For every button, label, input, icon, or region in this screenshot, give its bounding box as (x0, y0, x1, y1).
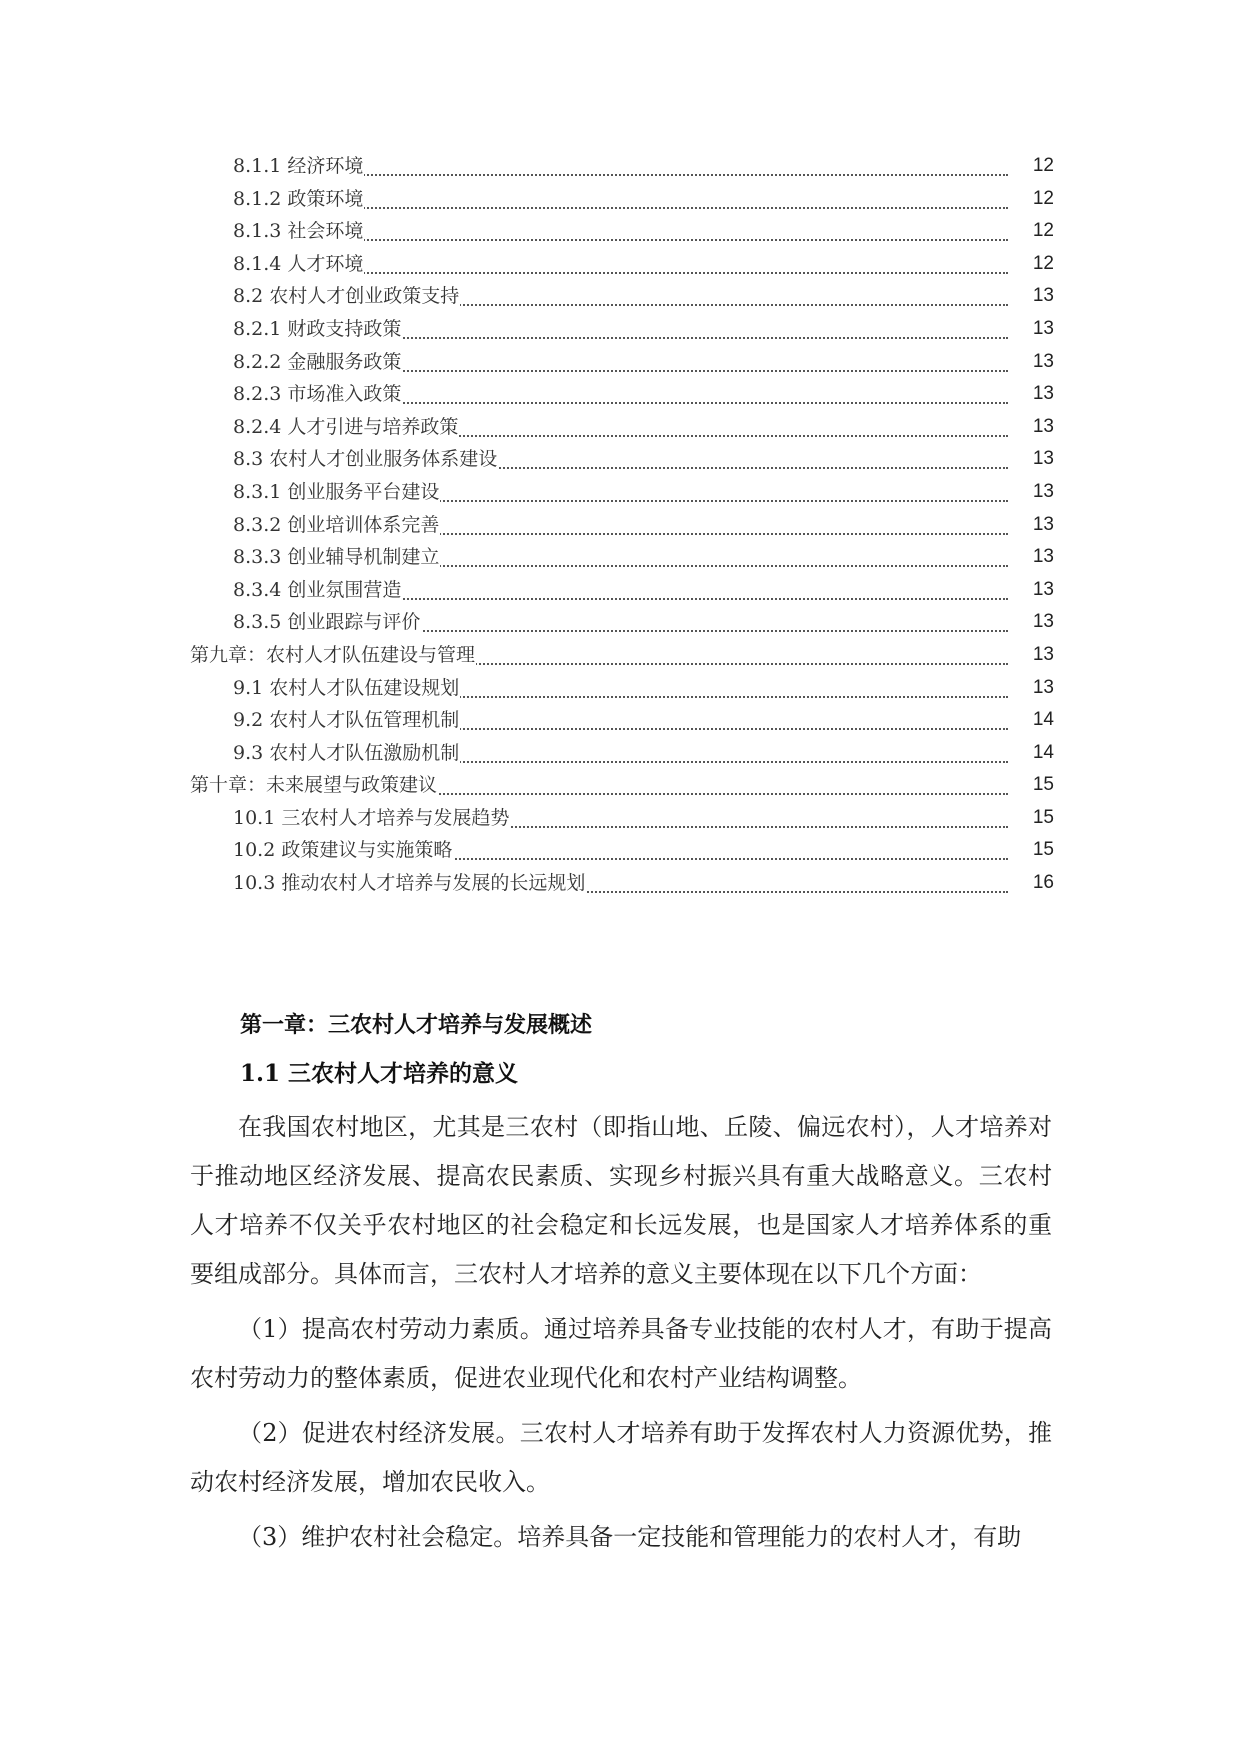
toc-entry[interactable] (0, 771, 1240, 804)
toc-entry-title: 9.3 农村人才队伍激励机制 (233, 739, 460, 767)
paragraph: （1）提高农村劳动力素质。通过培养具备专业技能的农村人才，有助于提高农村劳动力的整体素质，促进农业现代化和农村产业结构调整。 (190, 1315, 1052, 1392)
toc-entry[interactable] (0, 250, 1240, 283)
table-of-contents (0, 152, 1240, 902)
toc-entry-title: 8.2.2 金融服务政策 (233, 348, 402, 376)
toc-page-number: 13 (1008, 511, 1054, 539)
toc-page-number: 13 (1008, 380, 1054, 408)
toc-entry[interactable] (0, 608, 1240, 641)
toc-entry[interactable] (0, 804, 1240, 837)
toc-entry-title: 8.3.5 创业跟踪与评价 (233, 608, 421, 636)
toc-page-number: 13 (1008, 674, 1054, 702)
toc-entry-title: 10.1 三农村人才培养与发展趋势 (233, 804, 510, 832)
toc-entry[interactable] (0, 641, 1240, 674)
paragraph: （2）促进农村经济发展。三农村人才培养有助于发挥农村人力资源优势，推动农村经济发展，增加农民收入。 (190, 1419, 1052, 1496)
toc-entry[interactable] (0, 674, 1240, 707)
toc-entry-title: 9.1 农村人才队伍建设规划 (233, 674, 460, 702)
toc-entry-title: 8.1.1 经济环境 (233, 152, 364, 180)
chapter-title: 第一章：三农村人才培养与发展概述 (240, 1012, 593, 1038)
toc-entry-title: 8.3.2 创业培训体系完善 (233, 511, 440, 539)
toc-entry[interactable] (0, 836, 1240, 869)
toc-entry[interactable] (0, 445, 1240, 478)
toc-entry-title: 8.1.3 社会环境 (233, 217, 364, 245)
toc-entry[interactable] (0, 869, 1240, 902)
paragraph: （3）维护农村社会稳定。培养具备一定技能和管理能力的农村人才，有助 (238, 1523, 1022, 1551)
toc-page-number: 16 (1008, 869, 1054, 897)
toc-entry[interactable] (0, 706, 1240, 739)
toc-page-number: 13 (1008, 282, 1054, 310)
toc-page-number: 14 (1008, 706, 1054, 734)
toc-entry-title: 8.1.4 人才环境 (233, 250, 364, 278)
toc-entry[interactable] (0, 478, 1240, 511)
toc-entry-title: 8.2 农村人才创业政策支持 (233, 282, 460, 310)
toc-entry-title: 8.1.2 政策环境 (233, 185, 364, 213)
toc-page-number: 12 (1008, 250, 1054, 278)
toc-page-number: 13 (1008, 445, 1054, 473)
toc-entry-title: 8.3.1 创业服务平台建设 (233, 478, 440, 506)
toc-page-number: 13 (1008, 641, 1054, 669)
toc-page-number: 13 (1008, 543, 1054, 571)
toc-entry-title: 10.3 推动农村人才培养与发展的长远规划 (233, 869, 586, 897)
section-title: 1.1 三农村人才培养的意义 (240, 1060, 519, 1087)
toc-entry[interactable] (0, 315, 1240, 348)
toc-page-number: 12 (1008, 152, 1054, 180)
toc-entry[interactable] (0, 576, 1240, 609)
toc-entry-title: 8.3.4 创业氛围营造 (233, 576, 402, 604)
toc-page-number: 12 (1008, 185, 1054, 213)
toc-entry-title: 8.2.3 市场准入政策 (233, 380, 402, 408)
toc-page-number: 13 (1008, 315, 1054, 343)
toc-page-number: 14 (1008, 739, 1054, 767)
toc-page-number: 12 (1008, 217, 1054, 245)
toc-page-number: 13 (1008, 413, 1054, 441)
toc-page-number: 13 (1008, 348, 1054, 376)
toc-entry[interactable] (0, 152, 1240, 185)
toc-entry[interactable] (0, 185, 1240, 218)
toc-page-number: 15 (1008, 804, 1054, 832)
toc-entry[interactable] (0, 413, 1240, 446)
toc-page-number: 15 (1008, 836, 1054, 864)
toc-entry-title: 8.2.1 财政支持政策 (233, 315, 402, 343)
toc-page-number: 15 (1008, 771, 1054, 799)
paragraph: 在我国农村地区，尤其是三农村（即指山地、丘陵、偏远农村），人才培养对于推动地区经济发展、提高农民素质、实现乡村振兴具有重大战略意义。三农村人才培养不仅关乎农村地区的社会稳定和长远发展，也是国家人才培养体系的重要组成部分。具体而言，三农村人才培养的意义主要体现在以下几个方面： (190, 1113, 1052, 1288)
toc-page-number: 13 (1008, 478, 1054, 506)
body-text (190, 1103, 1052, 1568)
toc-entry[interactable] (0, 380, 1240, 413)
toc-page-number: 13 (1008, 576, 1054, 604)
toc-entry[interactable] (0, 282, 1240, 315)
toc-entry-title: 8.2.4 人才引进与培养政策 (233, 413, 459, 441)
toc-entry-title: 第十章：未来展望与政策建议 (190, 771, 438, 799)
toc-page-number: 13 (1008, 608, 1054, 636)
toc-entry-title: 8.3 农村人才创业服务体系建设 (233, 445, 498, 473)
toc-entry[interactable] (0, 511, 1240, 544)
toc-entry[interactable] (0, 217, 1240, 250)
toc-entry-title: 第九章：农村人才队伍建设与管理 (190, 641, 476, 669)
toc-entry-title: 8.3.3 创业辅导机制建立 (233, 543, 440, 571)
toc-entry[interactable] (0, 543, 1240, 576)
toc-entry-title: 10.2 政策建议与实施策略 (233, 836, 453, 864)
toc-entry[interactable] (0, 348, 1240, 381)
toc-entry-title: 9.2 农村人才队伍管理机制 (233, 706, 460, 734)
toc-entry[interactable] (0, 739, 1240, 772)
